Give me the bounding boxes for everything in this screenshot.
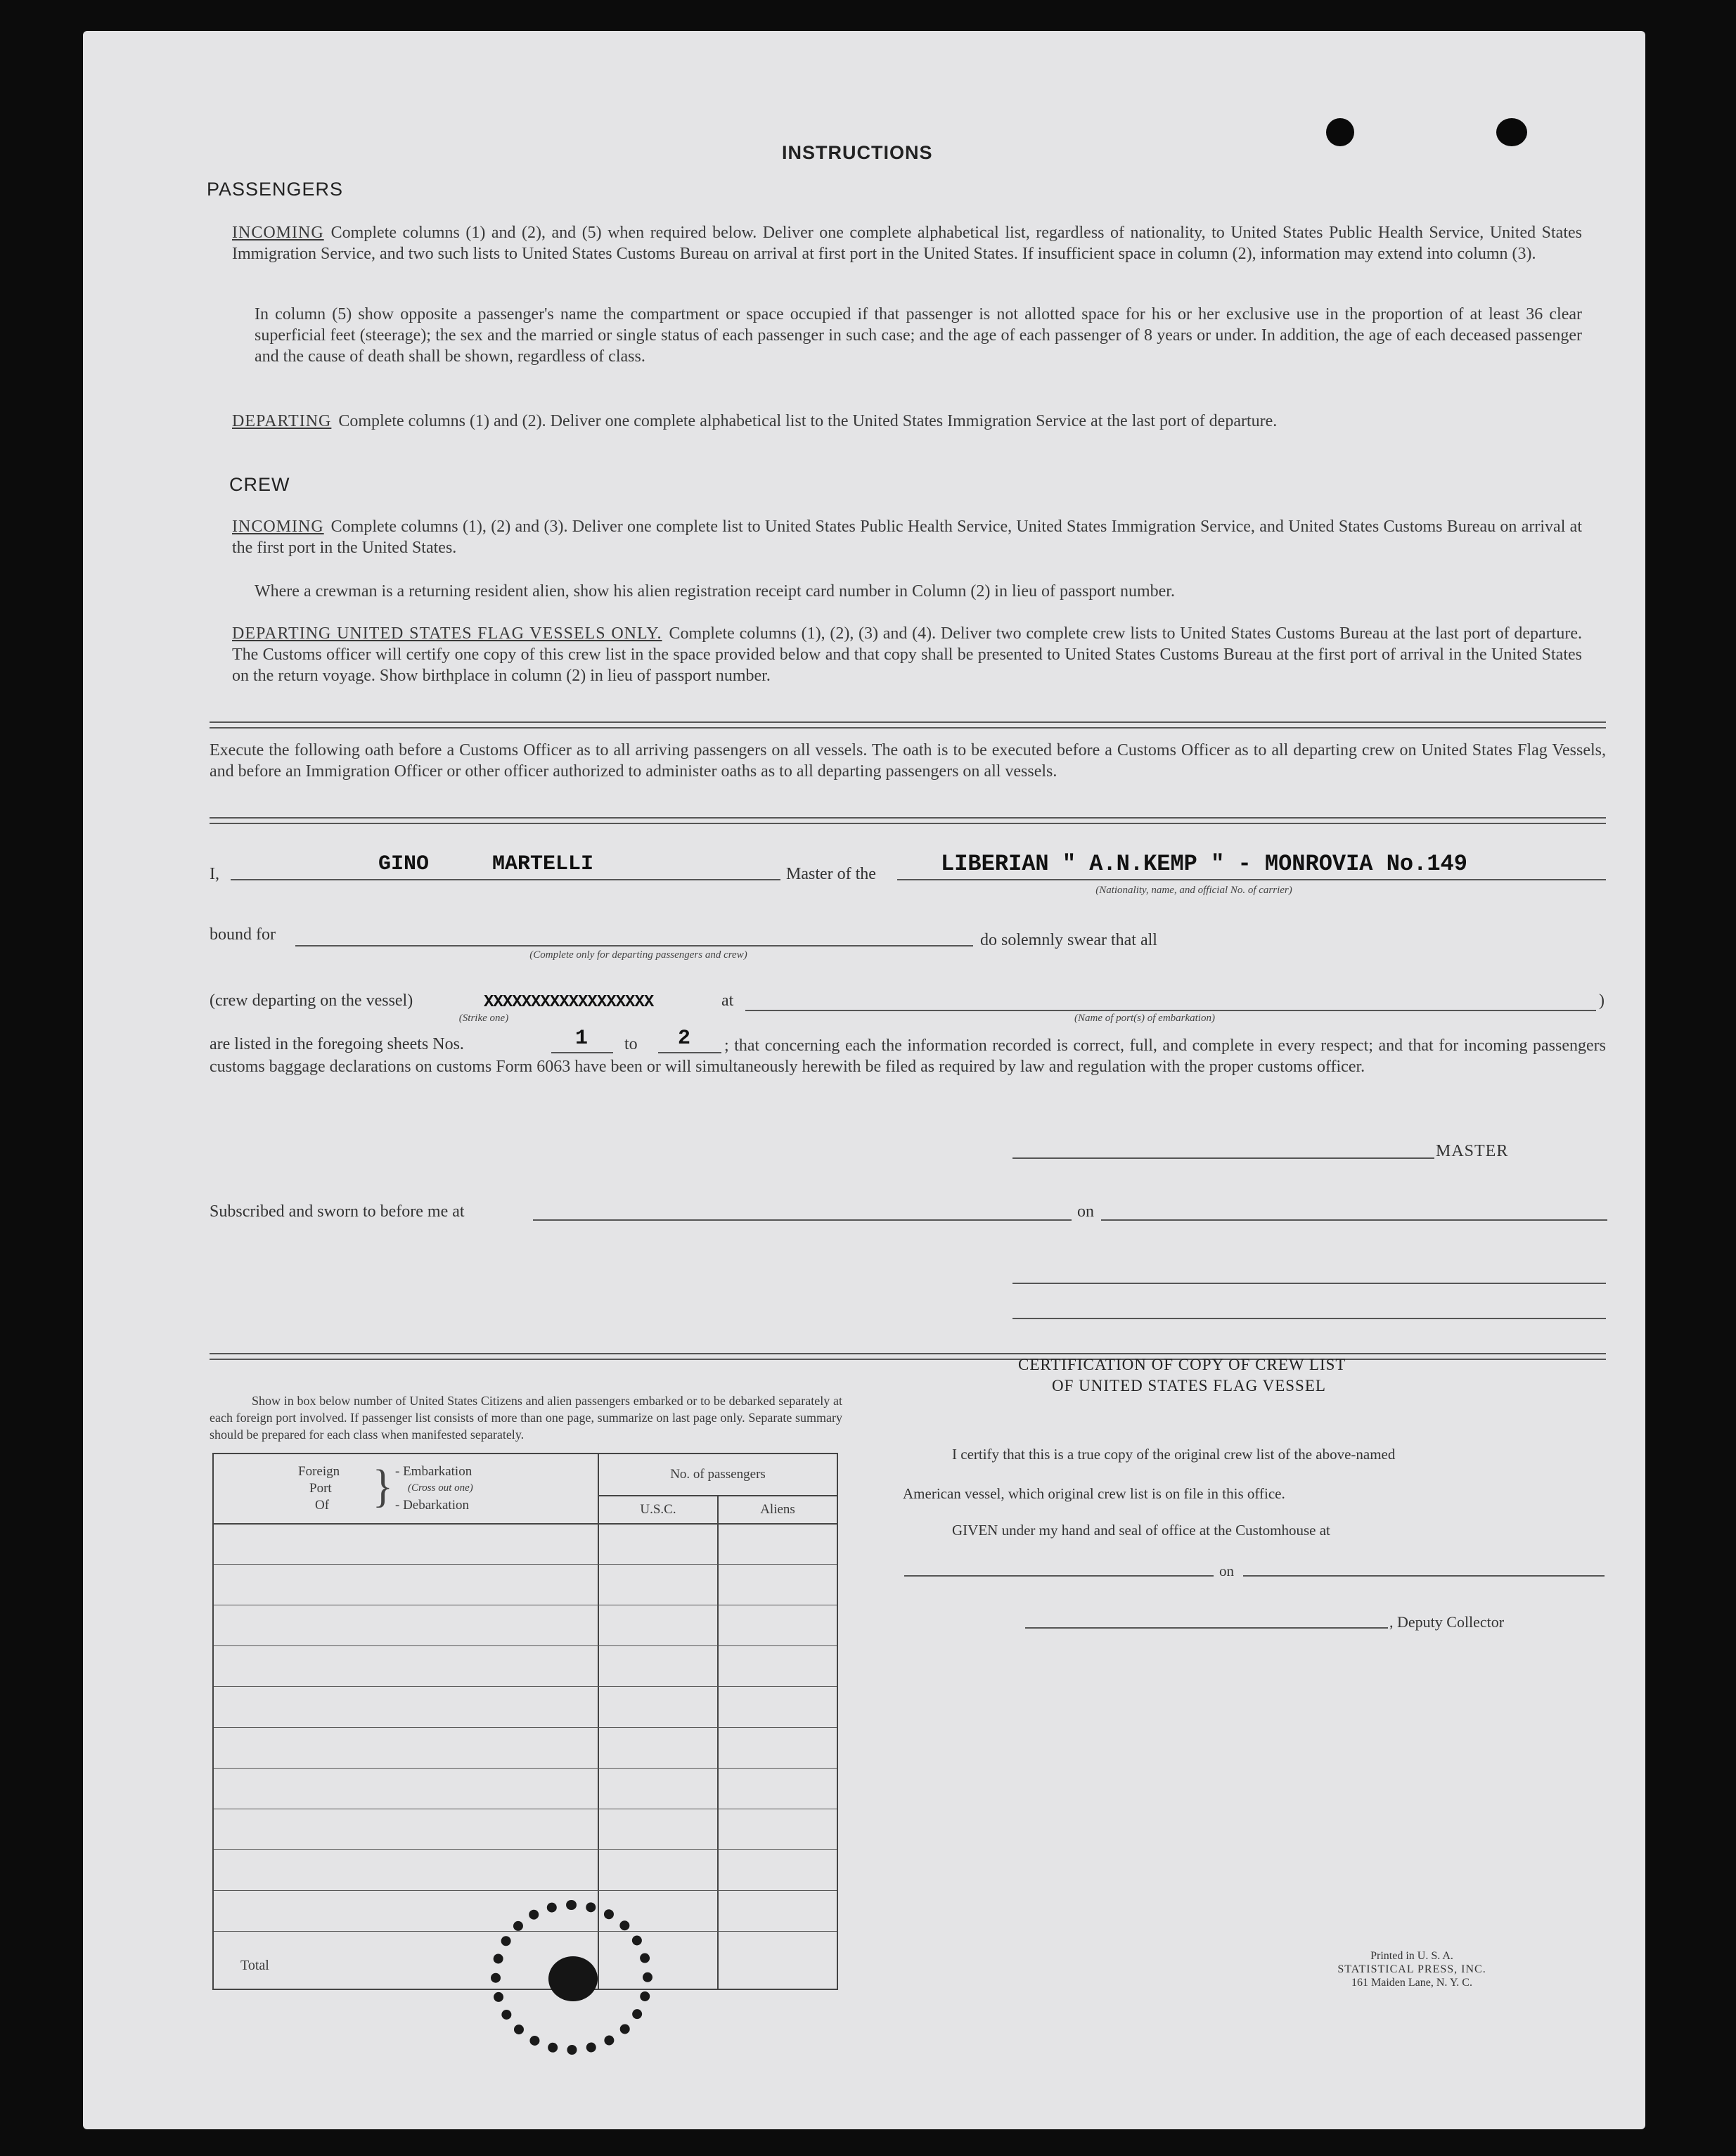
table-row-line	[214, 1849, 837, 1850]
page-title: INSTRUCTIONS	[782, 142, 933, 163]
divider-rule	[210, 721, 1606, 723]
passengers-heading: PASSENGERS	[207, 179, 344, 200]
strike-caption: (Strike one)	[458, 1013, 509, 1024]
listed-label: are listed in the foregoing sheets Nos.	[210, 1035, 464, 1053]
printer-imprint	[1306, 1949, 1517, 1989]
subscribed-on-label: on	[1077, 1202, 1094, 1221]
customhouse-line[interactable]	[904, 1575, 1214, 1577]
crew-departing-vessel-label: (crew departing on the vessel)	[210, 992, 413, 1010]
carrier-line	[897, 879, 1606, 880]
crew-returning-paragraph: Where a crewman is a returning resident alien, show his alien registration receipt card number in Column (2) in lieu of passport number.	[255, 582, 1175, 601]
total-label: Total	[240, 1958, 269, 1973]
statement-continuation	[210, 1056, 1606, 1098]
passengers-departing-label: DEPARTING	[232, 412, 332, 430]
table-row-line	[214, 1686, 837, 1687]
passengers-incoming-label: INCOMING	[232, 224, 324, 242]
crew-departing-paragraph	[232, 623, 1582, 686]
printer-line-1: Printed in U. S. A.	[1370, 1950, 1453, 1962]
carrier-caption: (Nationality, name, and official No. of carrier)	[1095, 885, 1292, 896]
divider-rule	[210, 1353, 1606, 1354]
certification-date-line[interactable]	[1243, 1575, 1605, 1577]
debarkation-label: - Debarkation	[395, 1498, 469, 1513]
foreign-label: Foreign	[298, 1464, 340, 1479]
struck-text: XXXXXXXXXXXXXXXXXX	[484, 993, 654, 1012]
aliens-header: Aliens	[719, 1496, 837, 1525]
ports-line[interactable]	[745, 1010, 1596, 1011]
crew-departing-label: DEPARTING UNITED STATES FLAG VESSELS ONLY.	[232, 624, 662, 643]
punch-hole-left	[1326, 118, 1354, 146]
brace-icon: }	[373, 1460, 393, 1512]
master-name-field[interactable]: GINO MARTELLI	[378, 852, 594, 876]
master-name-line	[231, 879, 780, 880]
punch-hole-right	[1496, 118, 1527, 146]
subscribed-label: Subscribed and sworn to before me at	[210, 1202, 465, 1221]
bound-for-caption: (Complete only for departing passengers and crew)	[529, 949, 747, 961]
sheet-to-field[interactable]: 2	[678, 1027, 691, 1051]
crew-incoming-text: Complete columns (1), (2) and (3). Deliver one complete list to United States Public Health Service, United States Immigration Service, and United States Customs Bureau on arrival at the first port in the United States.	[232, 518, 1582, 557]
oath-i-label: I,	[210, 865, 219, 883]
master-signature-line[interactable]	[1012, 1157, 1434, 1159]
master-of-label: Master of the	[786, 865, 876, 883]
form-page	[83, 31, 1645, 2129]
of-label: Of	[315, 1498, 330, 1513]
master-label: MASTER	[1436, 1142, 1509, 1160]
table-row-line	[214, 1727, 837, 1728]
crew-heading: CREW	[229, 474, 290, 495]
passengers-departing-paragraph	[232, 411, 1582, 432]
port-label: Port	[309, 1481, 332, 1496]
sheet-to-line	[658, 1052, 721, 1053]
sheet-from-field[interactable]: 1	[575, 1027, 589, 1051]
subscribed-date-line[interactable]	[1101, 1219, 1607, 1221]
officer-signature-line[interactable]	[1012, 1283, 1606, 1284]
ink-seal-stamp	[491, 1900, 652, 2055]
officer-title-line[interactable]	[1012, 1318, 1606, 1319]
statement-text: ; that concerning each the information recorded is correct, full, and complete in every respect; and that for incoming passengers	[724, 1037, 1606, 1055]
usc-header: U.S.C.	[599, 1496, 719, 1525]
certify-text: I certify that this is a true copy of the original crew list of the above-named	[952, 1446, 1396, 1463]
at-label: at	[721, 992, 734, 1010]
summary-instructions: Show in box below number of United States Citizens and alien passengers embarked or to be debarked separately at each foreign port involved. If passenger list consists of more than one page, summarize on last page only. Separate summary should be prepared for each class when manifested separately.	[210, 1394, 842, 1442]
embarkation-label: - Embarkation	[395, 1464, 472, 1479]
bound-for-line[interactable]	[295, 945, 973, 947]
column-divider	[717, 1523, 719, 1989]
deputy-collector-line[interactable]	[1025, 1627, 1388, 1629]
printer-line-3: 161 Maiden Lane, N. Y. C.	[1351, 1977, 1472, 1989]
divider-rule	[210, 1359, 1606, 1360]
crew-departing-text: Complete columns (1), (2), (3) and (4). Deliver two complete crew lists to United States Customs Bureau at the last port of departure. The Customs officer will certify one copy of this crew list in the space provided below and that copy shall be presented to United States Customs Bureau at the first port of arrival in the United States on the return voyage. Show birthplace in column (2) in lieu of passport number.	[232, 624, 1582, 685]
seal-center-blot	[548, 1956, 598, 2001]
table-row-line	[214, 1768, 837, 1769]
certify-text-2: American vessel, which original crew list is on file in this office.	[903, 1485, 1285, 1502]
no-passengers-label: No. of passengers	[670, 1467, 766, 1482]
passengers-incoming-text: Complete columns (1) and (2), and (5) when required below. Deliver one complete alphabetical list, regardless of nationality, to United States Public Health Service, United States Immigration Service, and two such lists to United States Customs Bureau on arrival at first port in the United States. If insufficient space in column (2), information may extend into column (3).	[232, 224, 1582, 263]
printer-line-2: STATISTICAL PRESS, INC.	[1337, 1963, 1486, 1975]
deputy-collector-label: , Deputy Collector	[1389, 1613, 1505, 1631]
table-row-line	[214, 1645, 837, 1646]
ports-caption: (Name of port(s) of embarkation)	[1074, 1013, 1215, 1024]
passengers-column5-paragraph: In column (5) show opposite a passenger's name the compartment or space occupied if that passenger is not allotted space for his or her exclusive use in the proportion of at least 36 clear superficial feet (steerage); the sex and the married or single status of each passenger in such case; and the age of each passenger of 8 years or under. In addition, the age of each deceased passenger and the cause of death shall be shown, regardless of class.	[255, 305, 1582, 366]
table-row-line	[214, 1564, 837, 1565]
divider-rule	[210, 817, 1606, 819]
crew-incoming-label: INCOMING	[232, 518, 324, 536]
swear-text: do solemnly swear that all	[980, 931, 1157, 949]
no-passengers-header	[599, 1454, 837, 1496]
passengers-departing-text: Complete columns (1) and (2). Deliver one complete alphabetical list to the United States Immigration Service at the last port of departure.	[338, 412, 1278, 430]
sheet-from-line	[551, 1052, 613, 1053]
bound-for-label: bound for	[210, 925, 276, 944]
statement-first-line	[724, 1035, 1606, 1056]
statement-text-continued: customs baggage declarations on customs Form 6063 have been or will simultaneously herewith be filed as required by law and regulation with the proper customs officer.	[210, 1058, 1365, 1076]
table-row-line	[214, 1890, 837, 1891]
port-header-cell	[214, 1454, 599, 1525]
ports-close-paren: )	[1599, 992, 1605, 1010]
crew-incoming-paragraph	[232, 516, 1582, 558]
divider-rule	[210, 823, 1606, 824]
passengers-incoming-paragraph	[232, 222, 1582, 264]
certification-on-label: on	[1219, 1563, 1234, 1579]
divider-rule	[210, 727, 1606, 729]
carrier-field[interactable]: LIBERIAN " A.N.KEMP " - MONROVIA No.149	[941, 851, 1467, 877]
cross-out-label: (Cross out one)	[408, 1482, 473, 1494]
given-text: GIVEN under my hand and seal of office at the Customhouse at	[952, 1522, 1330, 1539]
subscribed-place-line[interactable]	[533, 1219, 1072, 1221]
to-label: to	[624, 1035, 638, 1053]
certification-title-1: CERTIFICATION OF COPY OF CREW LIST	[1018, 1356, 1346, 1373]
certification-title-2: OF UNITED STATES FLAG VESSEL	[1052, 1377, 1326, 1394]
passenger-summary-table	[212, 1453, 838, 1990]
oath-intro: Execute the following oath before a Customs Officer as to all arriving passengers on all vessels. The oath is to be executed before a Customs Officer as to all departing crew on United States Flag Vessels, and before an Immigration Officer or other officer authorized to administer oaths as to all departing passengers on all vessels.	[210, 741, 1606, 781]
